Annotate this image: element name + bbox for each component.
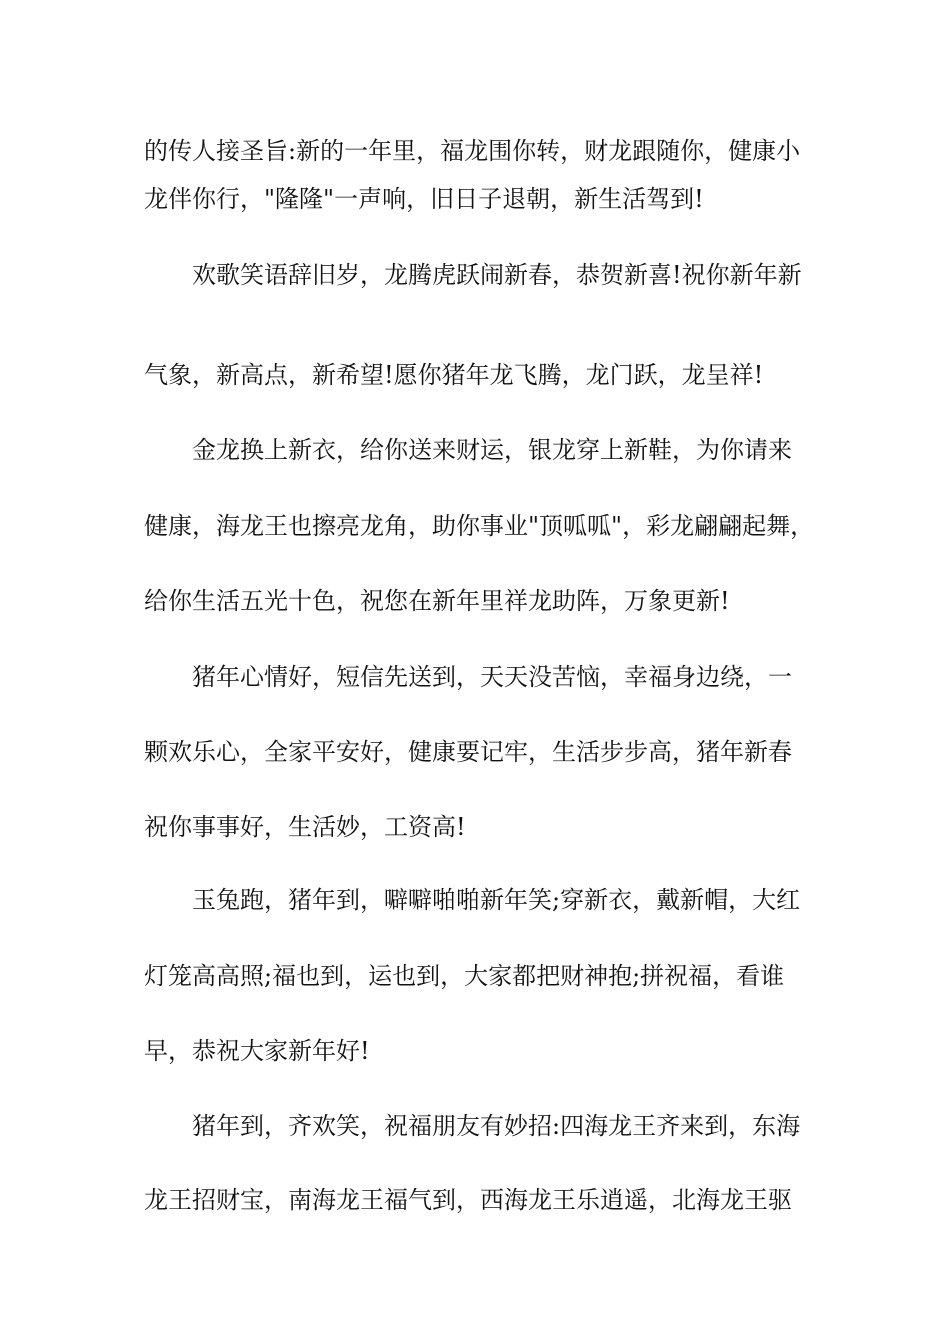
text-line-7: 给你生活五光十色，祝您在新年里祥龙助阵，万象更新! (144, 587, 730, 615)
text-line-13: 早，恭祝大家新年好! (144, 1037, 370, 1065)
text-line-11: 玉兔跑，猪年到，噼噼啪啪新年笑;穿新衣，戴新帽，大红 (192, 886, 801, 914)
text-line-5: 金龙换上新衣，给你送来财运，银龙穿上新鞋，为你请来 (192, 436, 792, 464)
text-line-14: 猪年到，齐欢笑，祝福朋友有妙招:四海龙王齐来到，东海 (192, 1112, 801, 1140)
text-line-4: 气象，新高点，新希望!愿你猪年龙飞腾，龙门跃，龙呈祥! (144, 361, 764, 389)
text-line-8: 猪年心情好，短信先送到，天天没苦恼，幸福身边绕，一 (192, 663, 792, 691)
text-line-9: 颗欢乐心，全家平安好，健康要记牢，生活步步高，猪年新春 (144, 738, 792, 766)
text-line-6: 健康，海龙王也擦亮龙角，助你事业"顶呱呱"，彩龙翩翩起舞， (144, 512, 815, 540)
text-line-12: 灯笼高高照;福也到，运也到，大家都把财神抱;拼祝福，看谁 (144, 962, 785, 990)
text-line-15: 龙王招财宝，南海龙王福气到，西海龙王乐逍遥，北海龙王驱 (144, 1186, 792, 1214)
text-line-2: 龙伴你行，"隆隆"一声响，旧日子退朝，新生活驾到! (144, 185, 704, 213)
text-line-3: 欢歌笑语辞旧岁，龙腾虎跃闹新春，恭贺新喜!祝你新年新 (192, 261, 802, 289)
text-line-10: 祝你事事好，生活妙，工资高! (144, 813, 466, 841)
text-line-1: 的传人接圣旨:新的一年里，福龙围你转，财龙跟随你，健康小 (144, 137, 801, 165)
